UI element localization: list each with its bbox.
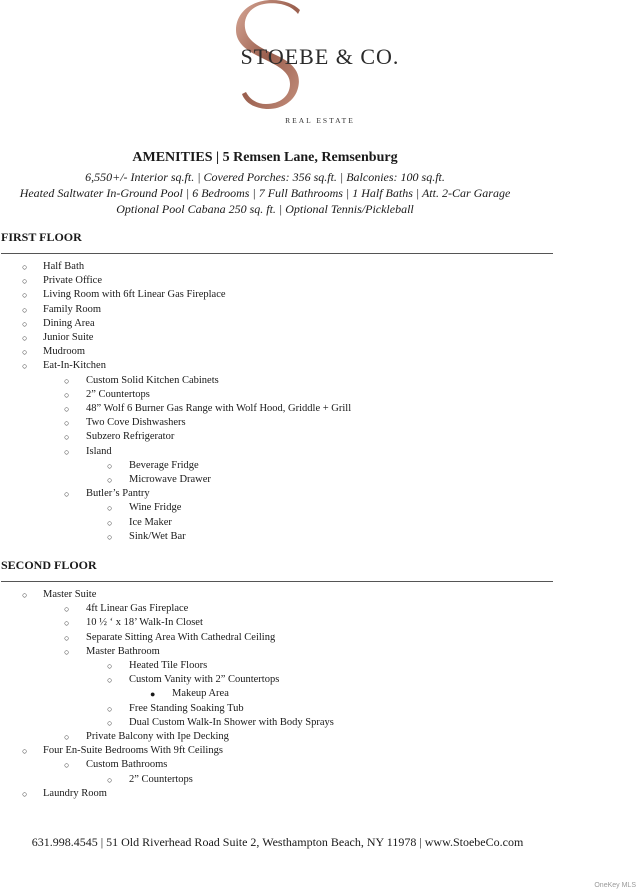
first_floor-list-item: Private Office — [43, 275, 102, 287]
first_floor-list-item: Family Room — [43, 303, 102, 315]
list-bullet-icon: ○ — [22, 318, 28, 329]
list-bullet-icon: ○ — [22, 590, 28, 600]
contact-footer: 631.998.4545 | 51 Old Riverhead Road Suite 2, Westhampton Beach, NY 11978 | www.StoebeCo.com — [31, 835, 524, 849]
second-floor-divider — [1, 581, 553, 582]
second_floor-list-item: Dual Custom Walk-In Shower with Body Sprays — [129, 716, 334, 728]
list-bullet-icon: ○ — [107, 503, 113, 514]
first_floor-list-item: Subzero Refrigerator — [86, 431, 175, 443]
second_floor-list-item: 4ft Linear Gas Fireplace — [86, 603, 189, 615]
list-bullet-icon: ○ — [64, 446, 70, 457]
list-bullet-icon: ○ — [107, 774, 113, 785]
first_floor-list-item: Ice Maker — [129, 516, 172, 528]
list-bullet-icon: ○ — [64, 618, 70, 629]
page-title: AMENITIES | 5 Remsen Lane, Remsenburg — [132, 150, 398, 165]
spec-line-1: 6,550+/- Interior sq.ft. | Covered Porches: 356 sq.ft. | Balconies: 100 sq.ft. — [85, 170, 445, 184]
list-bullet-icon: ○ — [22, 746, 28, 757]
first_floor-list-item: Living Room with 6ft Linear Gas Fireplace — [43, 289, 226, 301]
second_floor-list-item: Four En-Suite Bedrooms With 9ft Ceilings — [43, 745, 223, 757]
second_floor-list-item: 10 ½ ‘ x 18’ Walk-In Closet — [86, 617, 203, 629]
second_floor-list-item: 2” Countertops — [129, 773, 193, 785]
first_floor-list-item: Custom Solid Kitchen Cabinets — [86, 374, 219, 386]
list-bullet-icon: ○ — [107, 460, 113, 471]
second-floor-heading: SECOND FLOOR — [1, 558, 97, 572]
second_floor-list-item: Master Suite — [43, 589, 97, 600]
brand-subtitle: REAL ESTATE — [285, 116, 355, 125]
first-floor-heading: FIRST FLOOR — [1, 230, 82, 244]
first_floor-list-item: Island — [86, 445, 112, 457]
spec-line-2: Heated Saltwater In-Ground Pool | 6 Bedrooms | 7 Full Bathrooms | 1 Half Baths | Att. 2-Car Garage — [19, 186, 511, 200]
list-bullet-icon: ○ — [22, 290, 28, 301]
first_floor-list-item: Dining Area — [43, 317, 95, 329]
list-bullet-icon: ● — [150, 689, 156, 700]
list-bullet-icon: ○ — [64, 418, 70, 429]
first_floor-list-item: Microwave Drawer — [129, 474, 211, 485]
first-floor-divider — [1, 253, 553, 254]
second_floor-list-item: Laundry Room — [43, 787, 107, 799]
spec-line-3: Optional Pool Cabana 250 sq. ft. | Optional Tennis/Pickleball — [116, 202, 414, 216]
first_floor-list-item: Beverage Fridge — [129, 459, 199, 471]
second_floor-list-item: Custom Bathrooms — [86, 759, 168, 771]
list-bullet-icon: ○ — [64, 404, 70, 414]
mls-watermark: OneKey MLS — [594, 882, 636, 889]
first_floor-list-item: Junior Suite — [43, 332, 94, 343]
first_floor-list-item: Eat-In-Kitchen — [43, 360, 106, 372]
list-bullet-icon: ○ — [64, 760, 70, 771]
list-bullet-icon: ○ — [64, 375, 70, 386]
list-bullet-icon: ○ — [107, 517, 113, 528]
first_floor-list-item: Wine Fridge — [129, 502, 182, 514]
first_floor-list-item: Butler’s Pantry — [86, 488, 150, 500]
second_floor-list-item: Separate Sitting Area With Cathedral Ceiling — [86, 631, 276, 643]
second_floor-list-item: Master Bathroom — [86, 645, 160, 657]
second_floor-list-item: Makeup Area — [172, 688, 229, 700]
list-bullet-icon: ○ — [64, 646, 70, 657]
brand-logo — [0, 0, 640, 130]
list-bullet-icon: ○ — [107, 661, 113, 671]
list-bullet-icon: ○ — [64, 389, 70, 400]
list-bullet-icon: ○ — [64, 604, 70, 615]
second_floor-list-item: Custom Vanity with 2” Countertops — [129, 674, 280, 686]
list-bullet-icon: ○ — [22, 262, 28, 272]
list-bullet-icon: ○ — [107, 475, 113, 485]
list-bullet-icon: ○ — [64, 732, 70, 742]
list-bullet-icon: ○ — [107, 703, 113, 714]
list-bullet-icon: ○ — [22, 333, 28, 343]
list-bullet-icon: ○ — [22, 361, 28, 372]
first_floor-list-item: Half Bath — [43, 261, 85, 272]
second_floor-list-item: Free Standing Soaking Tub — [129, 702, 244, 714]
list-bullet-icon: ○ — [22, 347, 28, 358]
list-bullet-icon: ○ — [22, 276, 28, 287]
first_floor-list-item: 2” Countertops — [86, 388, 150, 400]
first_floor-list-item: 48” Wolf 6 Burner Gas Range with Wolf Hood, Griddle + Grill — [86, 403, 352, 414]
first_floor-list-item: Two Cove Dishwashers — [86, 417, 186, 429]
list-bullet-icon: ○ — [64, 632, 70, 643]
list-bullet-icon: ○ — [107, 531, 113, 542]
list-bullet-icon: ○ — [22, 304, 28, 315]
list-bullet-icon: ○ — [64, 432, 70, 443]
brand-name: STOEBE & CO. — [240, 44, 400, 69]
second_floor-list-item: Heated Tile Floors — [129, 660, 208, 671]
second_floor-list-item: Private Balcony with Ipe Decking — [86, 731, 229, 742]
first_floor-list-item: Sink/Wet Bar — [129, 530, 186, 542]
list-bullet-icon: ○ — [107, 675, 113, 686]
first_floor-list-item: Mudroom — [43, 346, 85, 358]
list-bullet-icon: ○ — [107, 717, 113, 728]
list-bullet-icon: ○ — [22, 788, 28, 799]
list-bullet-icon: ○ — [64, 489, 70, 500]
